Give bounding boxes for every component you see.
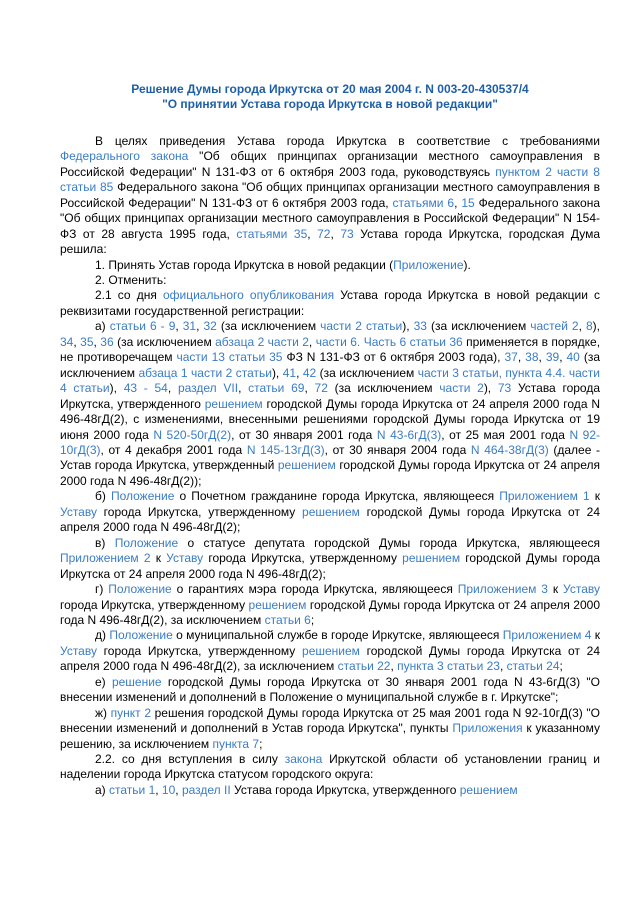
- document-link[interactable]: 73: [497, 381, 512, 396]
- paragraph-text: а): [95, 319, 110, 334]
- paragraph-text: В целях приведения Устава города Иркутска в соответствие с требованиями: [95, 133, 600, 148]
- paragraph-text: , от 25 мая 2001 года: [441, 427, 570, 442]
- document-link[interactable]: 73: [340, 226, 354, 241]
- document-link[interactable]: решением: [402, 551, 461, 566]
- paragraph-text: (за исключением: [60, 350, 601, 380]
- paragraph-text: ,: [390, 659, 398, 674]
- paragraph-text: ,: [454, 195, 462, 210]
- paragraph-text: (за исключением: [426, 319, 531, 334]
- paragraph-text: ,: [304, 381, 315, 396]
- paragraph-text: города Иркутска, утвержденному: [96, 504, 303, 519]
- paragraph-text: 2. Отменить:: [95, 272, 167, 287]
- title-line-1: Решение Думы города Иркутска от 20 мая 2004 г. N 003-20-430537/4: [131, 82, 529, 96]
- paragraph-text: а): [95, 782, 110, 797]
- document-link[interactable]: 15: [461, 195, 475, 210]
- document-link[interactable]: статьями 35: [236, 226, 308, 241]
- paragraph-text: городской Думы города Иркутска от 24 апреля 2000 года N 496-48гД(2));: [60, 458, 600, 488]
- document-link[interactable]: части 6. Часть 6 статьи 36: [315, 334, 463, 349]
- document-link[interactable]: 72: [317, 226, 331, 241]
- document-link[interactable]: N 464-38гД(3): [470, 442, 549, 457]
- paragraph-text: (за исключением: [113, 334, 216, 349]
- paragraph-text: городской Думы города Иркутска от 24 апреля 2000 года N 496-48гД(2), с изменениями, внесенными решениями городской Думы города Иркутска от 19 июня 2000 года: [60, 396, 600, 442]
- paragraph-text: (за исключением: [327, 381, 440, 396]
- document-link[interactable]: N 145-13гД(3): [246, 442, 325, 457]
- document-title: [60, 82, 600, 113]
- document-link[interactable]: частей 2: [530, 319, 579, 334]
- document-link[interactable]: N 92-10гД(3): [60, 427, 601, 457]
- document-link[interactable]: Приложения: [452, 721, 523, 736]
- paragraph-text: ,: [175, 782, 182, 797]
- document-link[interactable]: 10: [161, 782, 176, 797]
- document-link[interactable]: пункта 3 статьи 23: [397, 659, 500, 674]
- paragraph: [60, 536, 600, 582]
- document-link[interactable]: закона: [284, 752, 323, 767]
- paragraph-text: ),: [483, 381, 498, 396]
- document-link[interactable]: части 2: [439, 381, 484, 396]
- document-link[interactable]: Приложение: [393, 257, 464, 272]
- paragraph-text: решения городской Думы города Иркутска от 25 мая 2001 года N 92-10гД(3) "О внесении изменений и дополнений в Устав города Иркутска", пункты: [60, 705, 601, 736]
- document-link[interactable]: Приложением 4: [502, 628, 592, 643]
- document-link[interactable]: Приложением 3: [457, 582, 548, 597]
- paragraph-text: ,: [93, 334, 101, 349]
- document-link[interactable]: N 43-6гД(3): [376, 427, 442, 442]
- paragraph-text: городской Думы города Иркутска от 24 апреля 2000 года N 496-48гД(2), за исключением: [60, 643, 600, 674]
- document-link[interactable]: решением: [459, 782, 518, 797]
- paragraph-text: ,: [517, 350, 526, 365]
- paragraph-text: 2.1 со дня: [95, 288, 163, 303]
- document-body: [60, 134, 600, 798]
- paragraph-text: "Об общих принципах организации местного самоуправления в Российской Федерации" N 131-ФЗ от 6 октября 2003 года, руководствуясь: [60, 149, 600, 179]
- document-link[interactable]: 38: [525, 350, 539, 365]
- paragraph-text: Устава города Иркутска в новой редакции с реквизитами государственной регистрации:: [60, 288, 601, 318]
- document-link[interactable]: пункта 7: [212, 736, 260, 751]
- paragraph-text: ,: [238, 381, 249, 396]
- paragraph: [60, 675, 600, 706]
- document-link[interactable]: 31: [182, 319, 197, 334]
- paragraph-text: ),: [109, 381, 124, 396]
- paragraph-text: ;: [310, 612, 315, 627]
- paragraph-text: городской Думы города Иркутска от 24 апреля 2000 года N 496-48гД(2), за исключением: [60, 597, 600, 627]
- document-link[interactable]: части 13 статьи 35: [176, 350, 283, 365]
- document-link[interactable]: статьями 6: [392, 195, 455, 210]
- paragraph-text: б): [95, 489, 111, 504]
- document-link[interactable]: решением: [302, 504, 360, 519]
- paragraph-text: ),: [592, 319, 601, 334]
- document-link[interactable]: N 520-50гД(2): [153, 427, 232, 442]
- paragraph-text: ,: [308, 334, 316, 349]
- paragraph-text: Устава города Иркутска, утвержденного: [230, 782, 460, 797]
- document-link[interactable]: абзаца 2 части 2: [215, 334, 309, 349]
- document-link[interactable]: пункт 2: [110, 705, 151, 720]
- paragraph-text: д): [95, 628, 110, 643]
- paragraph: [60, 288, 600, 319]
- paragraph-text: Федерального закона "Об общих принципах организации местного самоуправления в Российской Федерации" N 131-ФЗ от 6 октября 2003 года,: [60, 180, 601, 210]
- paragraph-text: городской Думы города Иркутска от 30 января 2001 года N 43-6гД(3) "О внесении изменений и дополнений в Положение о муниципальной службе в г. Иркутске";: [60, 674, 600, 705]
- document-link[interactable]: официального опубликования: [162, 288, 335, 303]
- paragraph-text: Федерального закона "Об общих принципах организации местного самоуправления в Российской Федерации" N 154-ФЗ от 28 августа 1995 года,: [60, 195, 601, 241]
- document-link[interactable]: 35: [80, 334, 94, 349]
- paragraph-text: городской Думы города Иркутска от 24 апреля 2000 года N 496-48гД(2);: [60, 504, 600, 535]
- document-link[interactable]: статьи 1: [109, 782, 156, 797]
- paragraph-text: ,: [73, 334, 81, 349]
- paragraph-text: ,: [167, 381, 178, 396]
- document-link[interactable]: 43 - 54: [123, 381, 168, 396]
- paragraph: [60, 706, 600, 752]
- paragraph-text: ,: [175, 319, 183, 334]
- paragraph: [60, 258, 600, 273]
- paragraph: [60, 783, 600, 798]
- paragraph-text: города Иркутска, утвержденному: [203, 551, 403, 566]
- paragraph-text: (за исключением: [216, 319, 321, 334]
- paragraph: [60, 582, 600, 628]
- document-link[interactable]: Положение: [114, 535, 179, 550]
- paragraph-text: ,: [296, 365, 303, 380]
- document-link[interactable]: решением: [277, 458, 336, 473]
- paragraph-text: ,: [538, 350, 546, 365]
- document-link[interactable]: 34: [60, 334, 74, 349]
- paragraph-text: к указанному решению, за исключением: [60, 721, 600, 751]
- document-link[interactable]: 32: [203, 319, 217, 334]
- document-link[interactable]: статьи 22: [337, 659, 391, 674]
- document-link[interactable]: Положение: [108, 582, 172, 597]
- document-link[interactable]: Федерального закона: [60, 149, 189, 164]
- document-link[interactable]: статьи 69: [248, 381, 305, 396]
- document-link[interactable]: статьи 24: [506, 659, 560, 674]
- paragraph-text: города Иркутска, утвержденному: [60, 597, 249, 612]
- paragraph-text: ),: [402, 319, 414, 334]
- paragraph-text: , от 30 января 2001 года: [231, 427, 377, 442]
- paragraph: [60, 628, 600, 674]
- document-link[interactable]: части 2 статьи: [320, 319, 403, 334]
- document-link[interactable]: статьи 6 - 9: [109, 319, 176, 334]
- document-link[interactable]: решением: [204, 396, 263, 411]
- document-link[interactable]: 41: [282, 365, 297, 380]
- document-link[interactable]: 33: [413, 319, 427, 334]
- paragraph-text: ,: [578, 319, 586, 334]
- paragraph-text: 2.2. со дня вступления в силу: [95, 752, 285, 767]
- document-link[interactable]: раздел VII: [177, 381, 239, 396]
- document-link[interactable]: решением: [302, 643, 360, 658]
- paragraph-text: о муниципальной службе в городе Иркутске, являющееся: [172, 628, 503, 643]
- paragraph: [60, 134, 600, 258]
- document-link[interactable]: раздел II: [181, 782, 231, 797]
- paragraph-text: о Почетном гражданине города Иркутска, являющееся: [174, 489, 500, 504]
- document-link[interactable]: части 3 статьи, пункта 4.4. части 4 статьи: [60, 365, 600, 396]
- document-link[interactable]: решение: [111, 674, 162, 689]
- document-link[interactable]: Уставу: [60, 504, 97, 519]
- document-link[interactable]: 72: [314, 381, 328, 396]
- paragraph-text: 1. Принять Устав города Иркутска в новой редакции (: [95, 257, 394, 272]
- document-link[interactable]: Положение: [109, 628, 173, 643]
- document-link[interactable]: Приложением 1: [499, 489, 590, 504]
- paragraph-text: в): [95, 535, 115, 550]
- paragraph-text: о статусе депутата городской Думы города Иркутска, являющееся: [178, 535, 600, 550]
- document-link[interactable]: 39: [545, 350, 560, 365]
- title-line-2: "О принятии Устава города Иркутска в новой редакции": [162, 97, 498, 112]
- paragraph-text: к: [589, 489, 600, 504]
- paragraph-text: к: [150, 551, 167, 566]
- document-page: [60, 82, 600, 798]
- document-link[interactable]: 8: [585, 319, 593, 334]
- document-link[interactable]: статьи 6: [264, 612, 311, 627]
- paragraph-text: ,: [196, 319, 204, 334]
- paragraph-text: ).: [463, 257, 471, 272]
- paragraph-text: ,: [499, 659, 507, 674]
- paragraph-text: города Иркутска, утвержденному: [96, 643, 303, 658]
- document-link[interactable]: Уставу: [166, 551, 204, 566]
- paragraph-text: Устава города Иркутска, утвержденного: [60, 381, 601, 411]
- paragraph-text: ,: [330, 226, 341, 241]
- paragraph-text: ж): [95, 705, 111, 720]
- paragraph-text: к: [591, 628, 600, 643]
- document-link[interactable]: 36: [100, 334, 114, 349]
- paragraph-text: , от 4 декабря 2001 года: [100, 442, 247, 457]
- document-link[interactable]: Уставу: [60, 643, 97, 658]
- paragraph-text: ;: [559, 659, 563, 674]
- paragraph-text: Устава города Иркутска, городская Дума решила:: [60, 226, 601, 257]
- paragraph-text: ,: [559, 350, 567, 365]
- paragraph-text: (далее - Устав города Иркутска, утвержденный: [60, 442, 601, 473]
- paragraph-text: , от 30 января 2004 года: [324, 442, 471, 457]
- paragraph-text: Иркутской области об установлении границ и наделении города Иркутска статусом городского округа:: [60, 752, 600, 782]
- paragraph-text: ;: [259, 736, 263, 751]
- paragraph-text: (за исключением: [316, 365, 418, 380]
- paragraph-text: ,: [307, 226, 318, 241]
- document-link[interactable]: 40: [566, 350, 580, 365]
- paragraph: [60, 489, 600, 535]
- paragraph-text: ФЗ N 131-ФЗ от 6 октября 2003 года),: [282, 350, 505, 365]
- paragraph: [60, 319, 600, 489]
- paragraph-text: ,: [155, 782, 162, 797]
- document-link[interactable]: абзаца 1 части 2 статьи: [138, 365, 272, 380]
- paragraph: [60, 752, 600, 783]
- paragraph-text: о гарантиях мэра города Иркутска, являющееся: [171, 582, 458, 597]
- document-link[interactable]: решением: [248, 597, 307, 612]
- document-link[interactable]: Уставу: [563, 582, 600, 597]
- paragraph-text: к: [547, 582, 564, 597]
- paragraph: [60, 273, 600, 288]
- document-link[interactable]: 42: [302, 365, 317, 380]
- paragraph-text: городской Думы города Иркутска от 24 апреля 2000 года N 496-48гД(2);: [60, 551, 600, 581]
- document-link[interactable]: 37: [504, 350, 518, 365]
- paragraph-text: е): [95, 674, 112, 689]
- paragraph-text: г): [95, 582, 109, 597]
- document-link[interactable]: пунктом 2 части 8 статьи 85: [60, 164, 600, 195]
- document-link[interactable]: Приложением 2: [60, 551, 151, 566]
- paragraph-text: применяется в порядке, не противоречащем: [60, 334, 601, 365]
- document-link[interactable]: Положение: [110, 489, 175, 504]
- paragraph-text: ),: [271, 365, 283, 380]
